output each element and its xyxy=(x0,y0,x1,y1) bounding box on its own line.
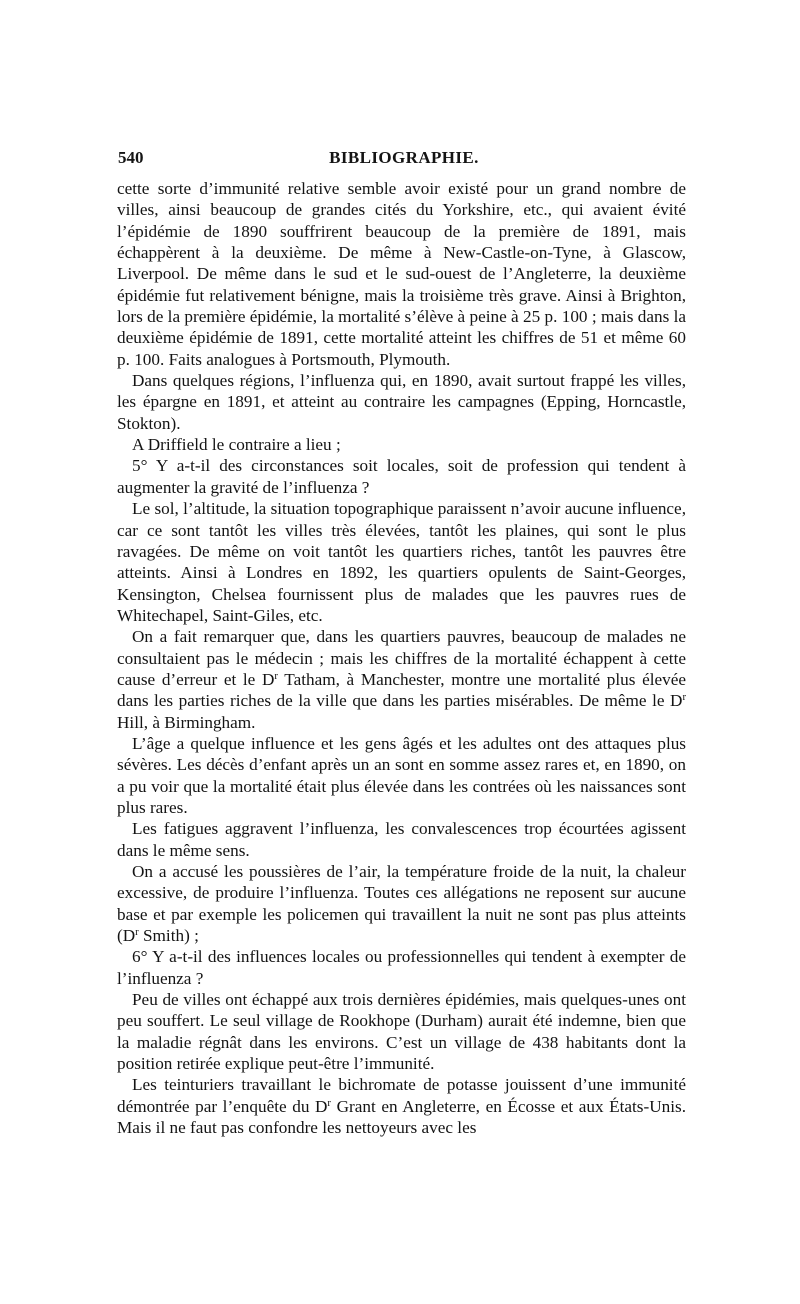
paragraph: Les fatigues aggravent l’influenza, les convalescences trop écourtées agissent dans le même sens. xyxy=(117,819,686,860)
page-number: 540 xyxy=(118,148,144,167)
paragraph: Le sol, l’altitude, la situation topographique paraissent n’avoir aucune influence, car ce sont tantôt les villes très élevées, tantôt les plaines, qui sont le plus ravagées. De même on voit tantôt les quartiers riches, tantôt les pauvres être atteints. Ainsi à Londres en 1892, les quartiers opulents de Saint-Georges, Kensington, Chelsea fournissent plus de malades que les pauvres rues de Whitechapel, Saint-Giles, etc. xyxy=(117,499,686,625)
paragraph: Les teinturiers travaillant le bichromate de potasse jouissent d’une immunité démontrée par l’enquête du $D^r$ Grant en Angleterre, en Écosse et aux États-Unis. Mais il ne faut pas confondre les nettoyeurs avec les xyxy=(117,1075,686,1138)
running-header xyxy=(118,148,690,174)
paragraph: Peu de villes ont échappé aux trois dernières épidémies, mais quelques-unes ont peu souffert. Le seul village de Rookhope (Durham) aurait été indemne, bien que la maladie régnât dans les environs. C’est un village de 438 habitants dont la position retirée explique peut-être l’immunité. xyxy=(117,990,686,1074)
numbered-question: 5° Y a-t-il des circonstances soit locales, soit de profession qui tendent à augmenter la gravité de l’influenza ? xyxy=(117,456,686,497)
superscript: r xyxy=(274,671,278,683)
paragraph: cette sorte d’immunité relative semble avoir existé pour un grand nombre de villes, ainsi beaucoup de grandes cités du Yorkshire, etc., qui avaient évité l’épidémie de 1890 souffrirent beaucoup de la première de 1891, mais échappèrent à la deuxième. De même à New-Castle-on-Tyne, à Glascow, Liverpool. De même dans le sud et le sud-ouest de l’Angleterre, la deuxième épidémie fut relativement bénigne, mais la troisième très grave. Ainsi à Brighton, lors de la première épidémie, la mortalité s’élève à peine à 25 p. 100 ; mais dans la deuxième épidémie de 1891, cette mortalité atteint les chiffres de 51 et même 60 p. 100. Faits analogues à Portsmouth, Plymouth. xyxy=(117,179,686,369)
text-body xyxy=(117,178,686,1138)
superscript: r xyxy=(135,927,139,939)
paragraph: L’âge a quelque influence et les gens âgés et les adultes ont des attaques plus sévères. Les décès d’enfant après un an sont en somme assez rares et, en 1890, on a pu voir que la mortalité était plus élevée dans les contrées où les naissances sont plus rares. xyxy=(117,733,686,817)
paragraph: On a fait remarquer que, dans les quartiers pauvres, beaucoup de malades ne consultaient pas le médecin ; mais les chiffres de la mortalité échappent à cette cause d’erreur et le $D^r$ Tatham, à Manchester, montre une mortalité plus élevée dans les parties riches de la ville que dans les parties misérables. De même le $D^r$ Hill, à Birmingham. xyxy=(117,627,686,732)
numbered-question: 6° Y a-t-il des influences locales ou professionnelles qui tendent à exempter de l’influenza ? xyxy=(117,947,686,988)
superscript: r xyxy=(327,1097,331,1109)
paragraph: Dans quelques régions, l’influenza qui, en 1890, avait surtout frappé les villes, les épargne en 1891, et atteint au contraire les campagnes (Epping, Horncastle, Stokton). xyxy=(117,371,686,433)
running-title: BIBLIOGRAPHIE. xyxy=(329,148,479,167)
paragraph: On a accusé les poussières de l’air, la température froide de la nuit, la chaleur excessive, de produire l’influenza. Toutes ces allégations ne reposent sur aucune base et par exemple les policemen qui travaillent la nuit ne sont pas plus atteints ($D^r$ Smith) ; xyxy=(117,862,686,946)
paragraph: A Driffield le contraire a lieu ; xyxy=(132,435,341,455)
superscript: r xyxy=(682,692,686,704)
